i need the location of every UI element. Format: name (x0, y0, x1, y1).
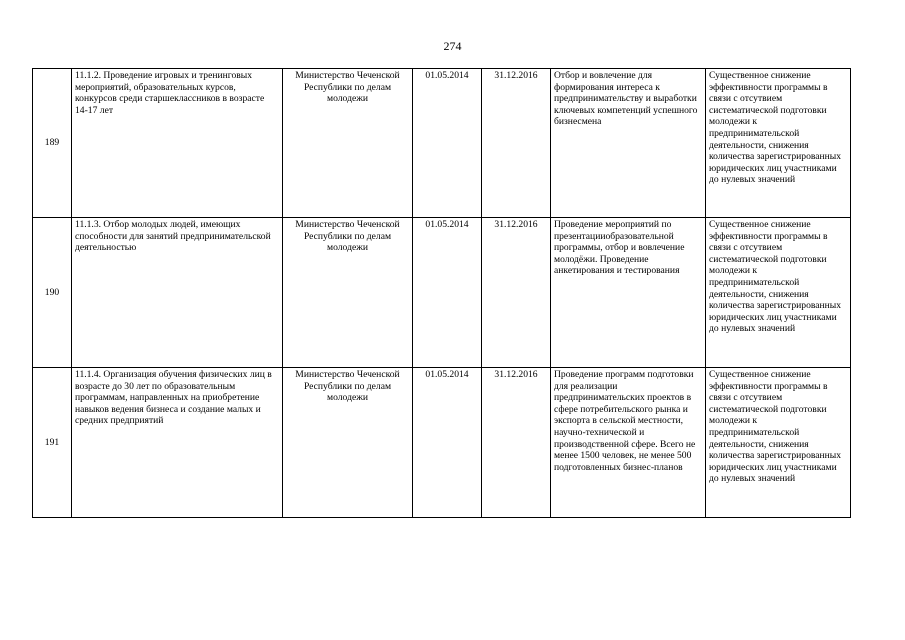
row-number: 191 (33, 368, 72, 518)
row-number: 189 (33, 69, 72, 218)
executor: Министерство Чеченской Республики по делам молодежи (283, 368, 413, 518)
start-date: 01.05.2014 (413, 69, 482, 218)
start-date: 01.05.2014 (413, 218, 482, 368)
measure-name: 11.1.2. Проведение игровых и тренинговых мероприятий, образовательных курсов, конкурсов среди старшеклассников в возрасте 14-17 лет (72, 69, 283, 218)
measure-name: 11.1.4. Организация обучения физических лиц в возрасте до 30 лет по образовательным программам, направленных на приобретение навыков ведения бизнеса и создание малых и средних предприятий (72, 368, 283, 518)
table-row (33, 218, 851, 368)
consequence: Существенное снижение эффективности программы в связи с отсутвием систематической подготовки молодежи к предпринимательской деятельности, снижения количества зарегистрированных юридических лиц участниками до нулевых значений (706, 69, 851, 218)
measure-name: 11.1.3. Отбор молодых людей, имеющих способности для занятий предпринимательской деятельностью (72, 218, 283, 368)
consequence: Существенное снижение эффективности программы в связи с отсутвием систематической подготовки молодежи к предпринимательской деятельности, снижения количества зарегистрированных юридических лиц участниками до нулевых значений (706, 218, 851, 368)
table-row (33, 69, 851, 218)
executor: Министерство Чеченской Республики по делам молодежи (283, 218, 413, 368)
page-number: 274 (443, 39, 462, 53)
program-table (32, 68, 851, 518)
end-date: 31.12.2016 (482, 368, 551, 518)
expected-result: Проведение мероприятий по презентацииобразовательной программы, отбор и вовлечение молодёжи. Проведение анкетирования и тестирования (551, 218, 706, 368)
table-row (33, 368, 851, 518)
start-date: 01.05.2014 (413, 368, 482, 518)
row-number: 190 (33, 218, 72, 368)
end-date: 31.12.2016 (482, 218, 551, 368)
executor: Министерство Чеченской Республики по делам молодежи (283, 69, 413, 218)
consequence: Существенное снижение эффективности программы в связи с отсутвием систематической подготовки молодежи к предпринимательской деятельности, снижения количества зарегистрированных юридических лиц участниками до нулевых значений (706, 368, 851, 518)
expected-result: Проведение программ подготовки для реализации предпринимательских проектов в сфере потребительского рынка и экспорта в сельской местности, научно-технической и производственной сфере. Всего не менее 1500 человек, не менее 500 подготовленных бизнес-планов (551, 368, 706, 518)
expected-result: Отбор и вовлечение для формирования интереса к предпринимательству и выработки ключевых компетенций успешного бизнесмена (551, 69, 706, 218)
end-date: 31.12.2016 (482, 69, 551, 218)
